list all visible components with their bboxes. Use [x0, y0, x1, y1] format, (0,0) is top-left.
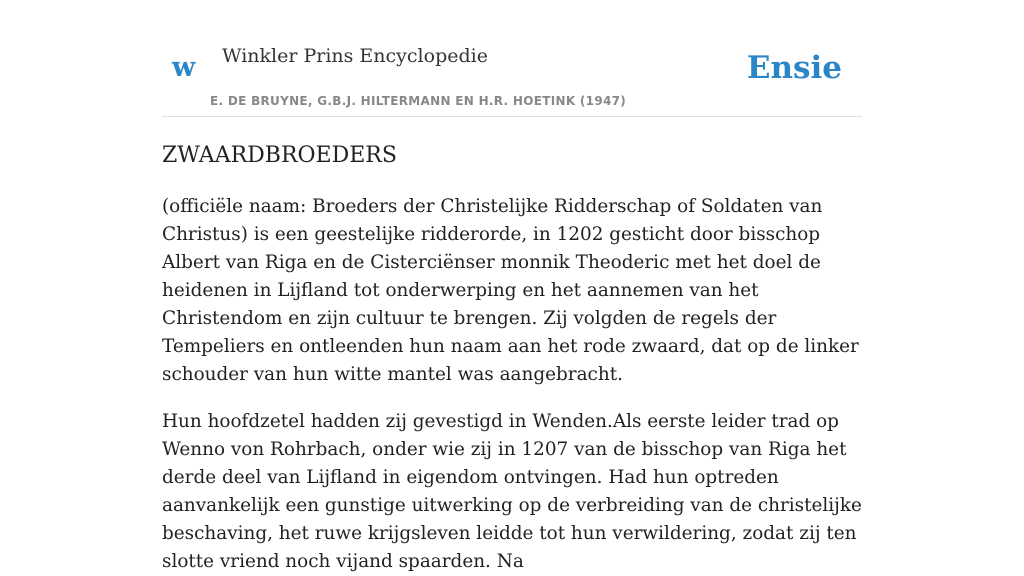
source-header — [162, 0, 862, 117]
article-title: ZWAARDBROEDERS — [162, 143, 397, 168]
source-title[interactable]: Winkler Prins Encyclopedie — [222, 45, 488, 67]
article-page — [162, 0, 862, 576]
source-authors: E. DE BRUYNE, G.B.J. HILTERMANN EN H.R. HOETINK (1947) — [210, 94, 627, 108]
article-paragraph: Hun hoofdzetel hadden zij gevestigd in Wenden.Als eerste leider trad op Wenno von Rohrbach, onder wie zij in 1207 van de bisschop van Riga het derde deel van Lijfland in eigendom ontvingen. Had hun optreden aanvankelijk een gunstige uitwerking op de verbreiding van de christelijke beschaving, het ruwe krijgsleven leidde tot hun verwildering, zodat zij ten slotte vriend noch vijand spaarden. Na — [162, 411, 862, 572]
brand-logo[interactable]: Ensie — [746, 50, 842, 86]
article-paragraph: (officiële naam: Broeders der Christelijke Ridderschap of Soldaten van Christus) is een geestelijke ridderorde, in 1202 gesticht door bisschop Albert van Riga en de Cisterciënser monnik Theoderic met het doel de heidenen in Lijfland tot onderwerping en het aannemen van het Christendom en zijn cultuur te brengen. Zij volgden de regels der Tempeliers en ontleenden hun naam aan het rode zwaard, dat op de linker schouder van hun witte mantel was aangebracht. — [162, 196, 859, 385]
encyclopedia-logo[interactable]: w — [172, 52, 196, 83]
